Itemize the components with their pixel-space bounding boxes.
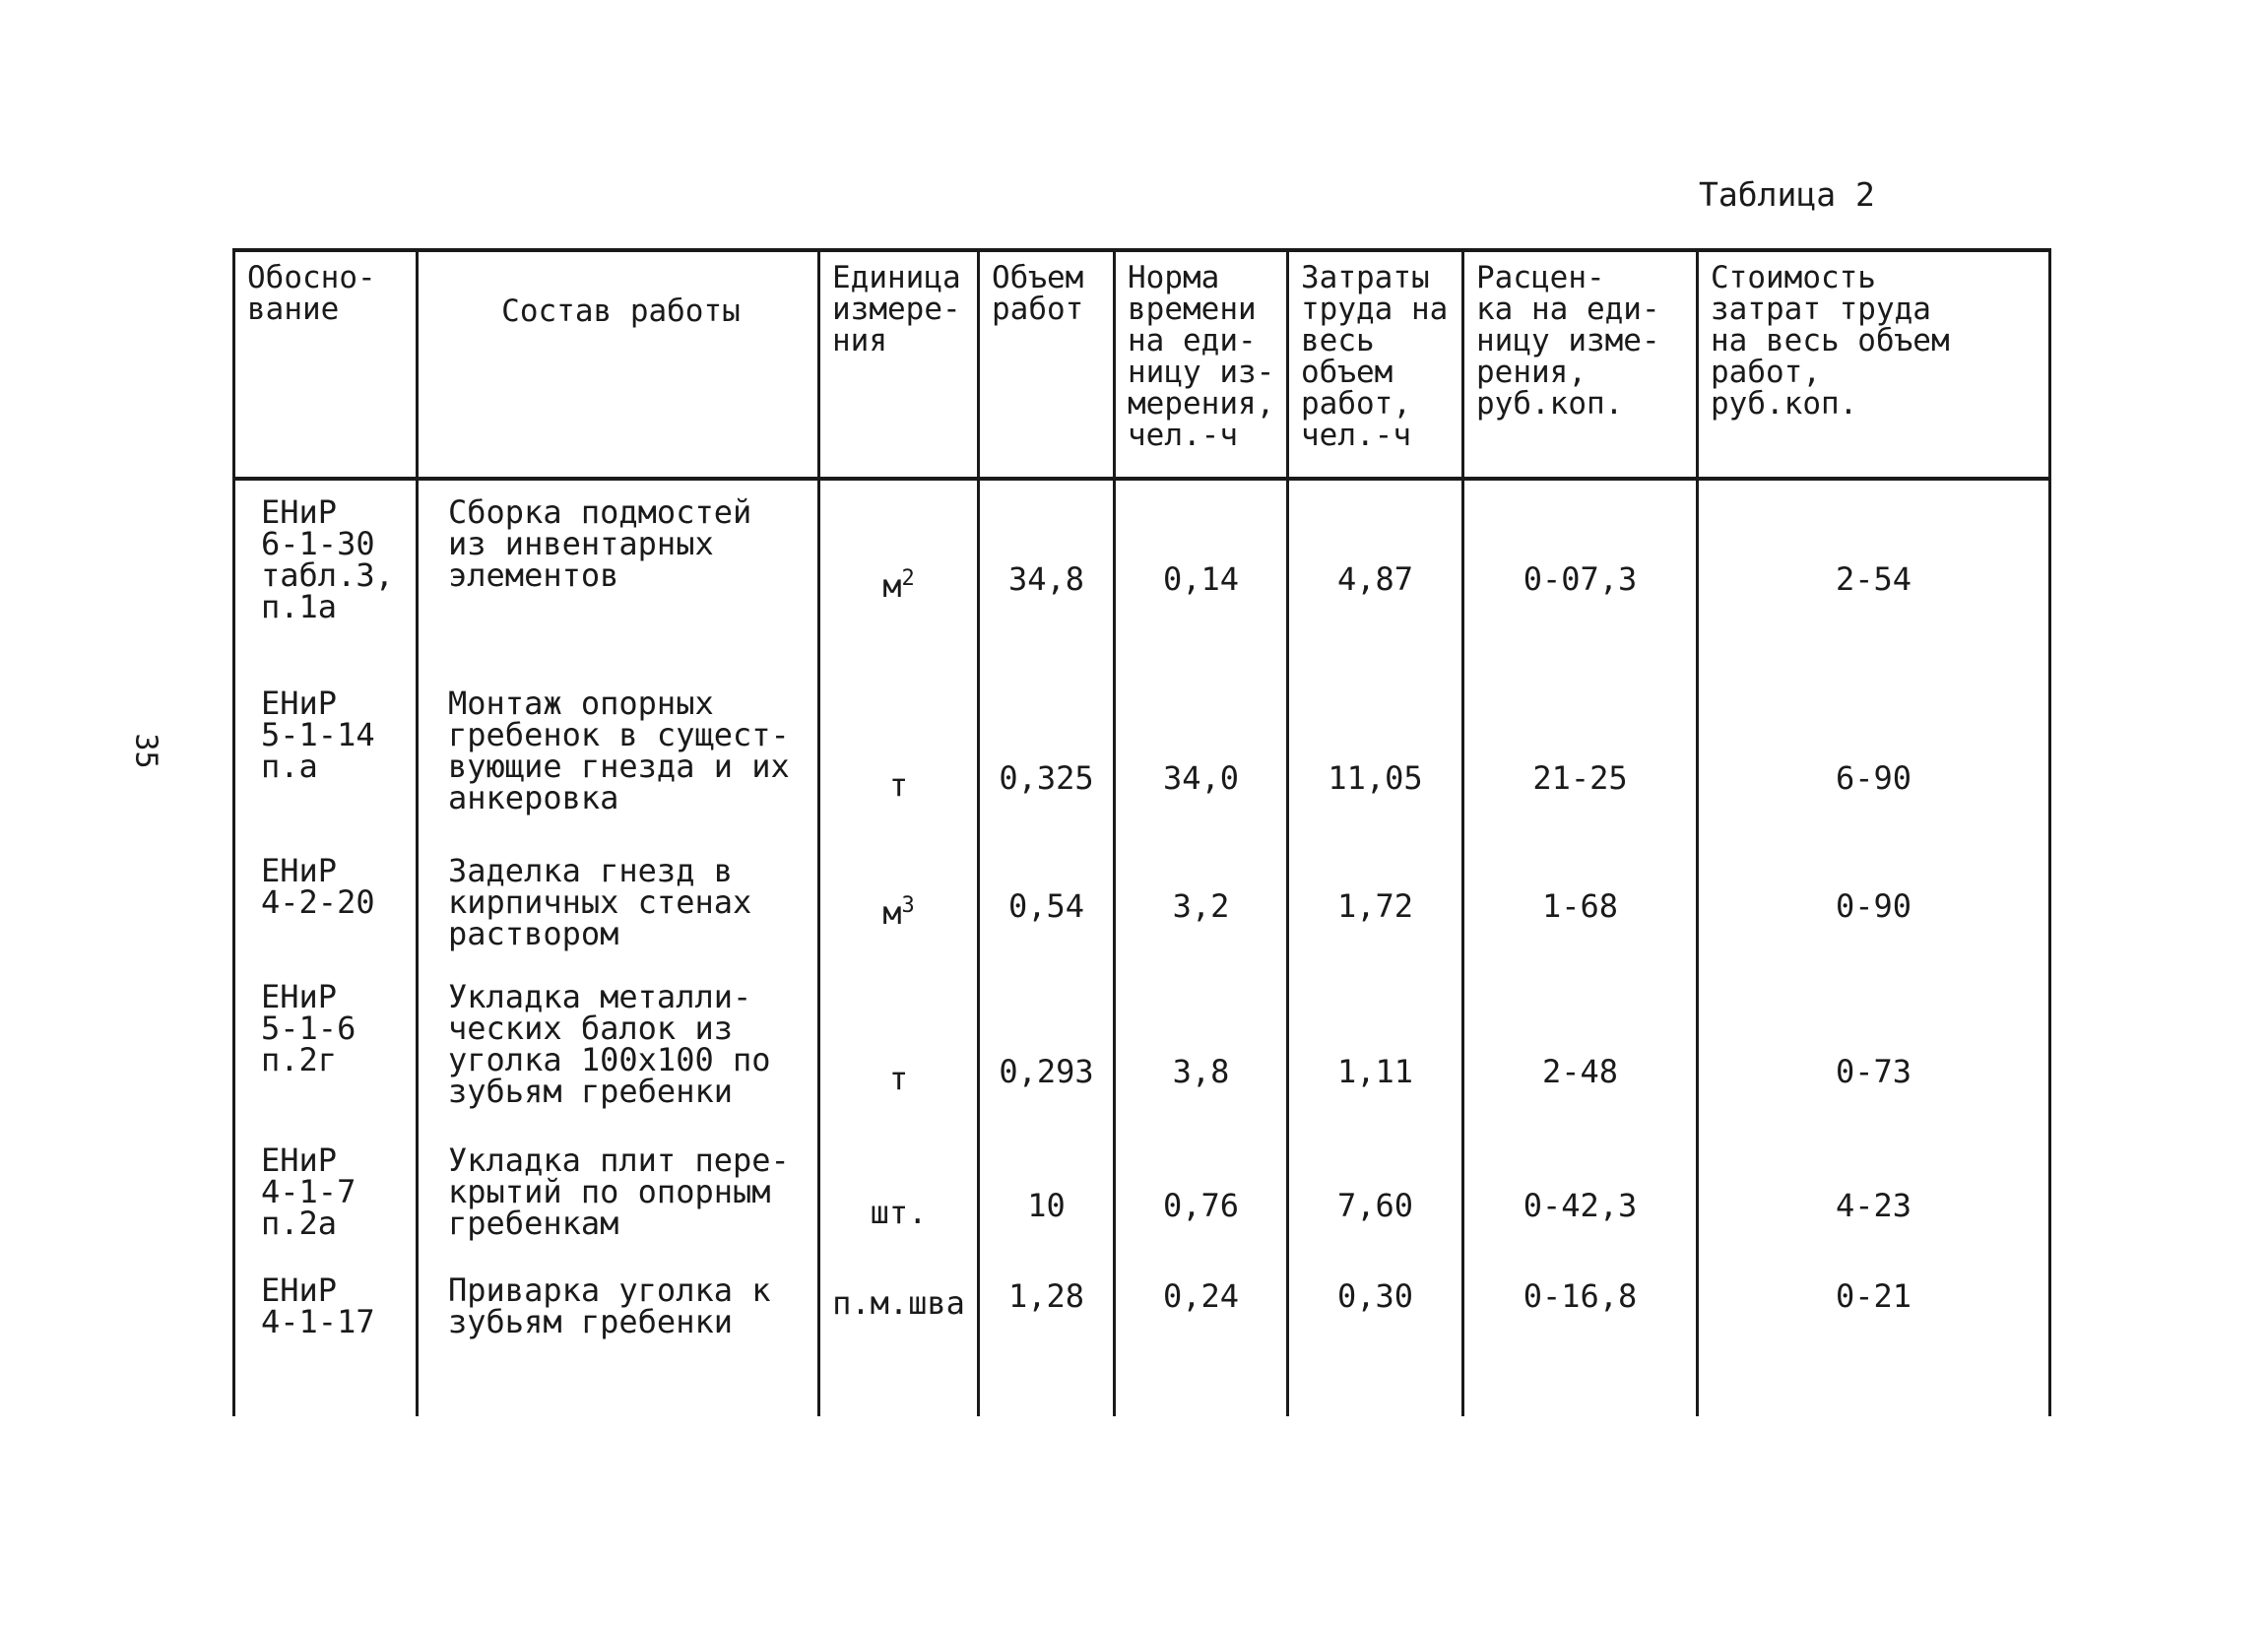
cell-obem: 34,8 [979, 479, 1115, 672]
cell-obosnovanie: ЕНиР 5-1-6 п.2г [234, 965, 418, 1129]
cell-norma: 3,2 [1115, 839, 1288, 965]
cell-obosnovanie: ЕНиР 6-1-30 табл.3, п.1а [234, 479, 418, 672]
cell-sostav: Укладка металли- ческих балок из уголка 100х100 по зубьям гребенки [418, 965, 819, 1129]
cell-zatraty: 11,05 [1288, 672, 1463, 839]
cell-rascenka: 0-16,8 [1463, 1259, 1698, 1416]
table-row [234, 965, 2050, 1129]
cell-sostav: Укладка плит пере- крытий по опорным гребенкам [418, 1129, 819, 1259]
cell-norma: 0,76 [1115, 1129, 1288, 1259]
cell-obem: 0,54 [979, 839, 1115, 965]
table-row [234, 1129, 2050, 1259]
cell-obosnovanie: ЕНиР 4-1-17 [234, 1259, 418, 1416]
cell-rascenka: 0-42,3 [1463, 1129, 1698, 1259]
cell-sostav: Сборка подмостей из инвентарных элементов [418, 479, 819, 672]
cell-norma: 34,0 [1115, 672, 1288, 839]
header-stoimost: Стоимость затрат труда на весь объем работ, руб.коп. [1698, 250, 2050, 479]
cell-edinica: т [819, 965, 979, 1129]
cell-stoimost: 0-73 [1698, 965, 2050, 1129]
cell-obem: 1,28 [979, 1259, 1115, 1416]
cell-sostav: Приварка уголка к зубьям гребенки [418, 1259, 819, 1416]
table-row [234, 672, 2050, 839]
cell-sostav: Заделка гнезд в кирпичных стенах раствором [418, 839, 819, 965]
table-row [234, 479, 2050, 672]
cell-stoimost: 0-90 [1698, 839, 2050, 965]
cell-obem: 0,293 [979, 965, 1115, 1129]
cell-rascenka: 1-68 [1463, 839, 1698, 965]
header-rascenka: Расцен- ка на еди- ницу изме- рения, руб.коп. [1463, 250, 1698, 479]
cell-zatraty: 1,72 [1288, 839, 1463, 965]
cell-stoimost: 6-90 [1698, 672, 2050, 839]
cell-obem: 0,325 [979, 672, 1115, 839]
cell-zatraty: 7,60 [1288, 1129, 1463, 1259]
cell-edinica: т [819, 672, 979, 839]
cell-edinica: $м^2$ [819, 479, 979, 672]
table-row [234, 839, 2050, 965]
cell-sostav: Монтаж опорных гребенок в сущест- вующие гнезда и их анкеровка [418, 672, 819, 839]
cell-edinica: $м^3$ [819, 839, 979, 965]
cell-zatraty: 0,30 [1288, 1259, 1463, 1416]
header-edinica: Единица измере- ния [819, 250, 979, 479]
cell-norma: 3,8 [1115, 965, 1288, 1129]
cell-obosnovanie: ЕНиР 4-1-7 п.2а [234, 1129, 418, 1259]
work-table [232, 248, 2051, 1416]
table-row [234, 1259, 2050, 1416]
cell-norma: 0,14 [1115, 479, 1288, 672]
cell-obosnovanie: ЕНиР 4-2-20 [234, 839, 418, 965]
work-table-wrapper [232, 248, 2051, 1416]
header-norma: Норма времени на еди- ницу из- мерения, чел.-ч [1115, 250, 1288, 479]
cell-stoimost: 4-23 [1698, 1129, 2050, 1259]
cell-norma: 0,24 [1115, 1259, 1288, 1416]
table-caption: Таблица 2 [1699, 175, 1875, 214]
header-zatraty: Затраты труда на весь объем работ, чел.-ч [1288, 250, 1463, 479]
cell-stoimost: 0-21 [1698, 1259, 2050, 1416]
cell-edinica: шт. [819, 1129, 979, 1259]
header-obem: Объем работ [979, 250, 1115, 479]
cell-rascenka: 2-48 [1463, 965, 1698, 1129]
page-number: 35 [128, 733, 163, 769]
cell-edinica: п.м.шва [819, 1259, 979, 1416]
header-row [234, 250, 2050, 479]
cell-zatraty: 1,11 [1288, 965, 1463, 1129]
header-obosnovanie: Обосно- вание [234, 250, 418, 479]
cell-obem: 10 [979, 1129, 1115, 1259]
cell-stoimost: 2-54 [1698, 479, 2050, 672]
cell-zatraty: 4,87 [1288, 479, 1463, 672]
cell-obosnovanie: ЕНиР 5-1-14 п.а [234, 672, 418, 839]
header-sostav: Состав работы [418, 250, 819, 479]
cell-rascenka: 21-25 [1463, 672, 1698, 839]
cell-rascenka: 0-07,3 [1463, 479, 1698, 672]
